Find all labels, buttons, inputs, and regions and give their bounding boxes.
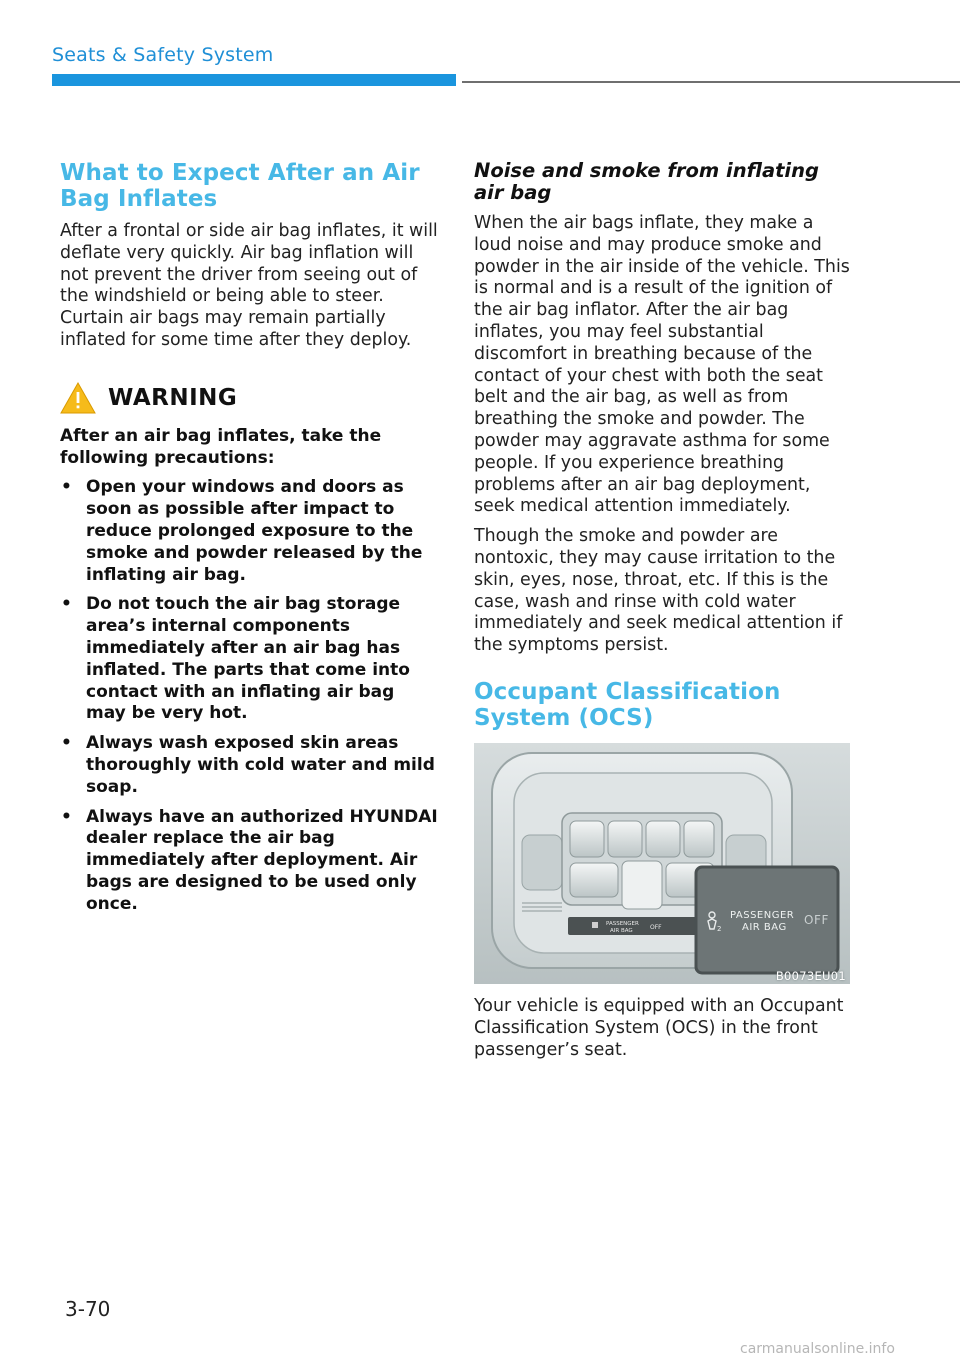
inset-label-passenger: PASSENGER <box>730 909 795 921</box>
header-rule <box>462 81 960 83</box>
warning-header <box>60 382 438 414</box>
figure-code: B0073EU01 <box>775 968 846 983</box>
list-item: • Do not touch the air bag storage area’s internal components immediately after an air bag has inflated. The parts that come into contact with an inflating air bag may be very hot. <box>61 594 410 724</box>
svg-text:2: 2 <box>717 924 722 933</box>
heading-ocs: Occupant Classification System (OCS) <box>474 678 781 731</box>
paragraph-noise-smoke: When the air bags inflate, they make a loud noise and may produce smoke and powder in the air inside of the vehicle. This is normal and is a result of the ignition of the air bag inflator. After the air bag inflates, you may feel substantial discomfort in breathing because of the contact of your chest with both the seat belt and the air bag, as well as from breathing the smoke and powder. The powder may aggravate asthma for some people. If you experience breathing problems after an air bag deployment, seek medical attention immediately. <box>474 213 850 517</box>
small-indicator-status: OFF <box>650 923 662 931</box>
header-accent-bar <box>52 74 456 86</box>
watermark: carmanualsonline.info <box>740 1341 895 1357</box>
small-indicator-label-1: PASSENGER <box>606 920 639 927</box>
list-item: • Open your windows and doors as soon as possible after impact to reduce prolonged exposure to the smoke and powder released by the inflating air bag. <box>61 477 423 585</box>
right-column <box>474 160 854 1061</box>
paragraph-ocs: Your vehicle is equipped with an Occupant Classification System (OCS) in the front passenger’s seat. <box>474 995 844 1060</box>
subheading-noise-smoke: Noise and smoke from inflating air bag <box>474 159 819 204</box>
small-indicator-label-2: AIR BAG <box>610 927 633 934</box>
paragraph-deflate: After a frontal or side air bag inflates, it will deflate very quickly. Air bag inflation will not prevent the driver from seeing out of the windshield or being able to steer. Curtain air bags may remain partially inflated for some time after they deploy. <box>60 221 438 350</box>
paragraph-nontoxic: Though the smoke and powder are nontoxic, they may cause irritation to the skin, eyes, nose, throat, etc. If this is the case, wash and rinse with cold water immediately and seek medical attention if the symptoms persist. <box>474 526 843 656</box>
page-number: 3-70 <box>65 1297 111 1321</box>
left-column <box>60 160 438 924</box>
inset-label-air-bag: AIR BAG <box>742 921 787 933</box>
warning-list <box>60 477 438 915</box>
ocs-figure <box>474 743 850 984</box>
warning-intro: After an air bag inflates, take the following precautions: <box>60 425 382 468</box>
heading-after-air-bag-inflates: What to Expect After an Air Bag Inflates <box>60 160 420 212</box>
section-title: Seats & Safety System <box>52 44 274 66</box>
inset-status-off: OFF <box>804 912 830 927</box>
warning-triangle-icon <box>60 382 96 414</box>
overhead-console-illustration <box>474 743 850 984</box>
list-item: • Always have an authorized HYUNDAI dealer replace the air bag immediately after deployment. Air bags are designed to be used only once. <box>61 806 438 914</box>
list-item: • Always wash exposed skin areas thoroughly with cold water and mild soap. <box>61 733 435 797</box>
warning-title: WARNING <box>108 384 238 411</box>
